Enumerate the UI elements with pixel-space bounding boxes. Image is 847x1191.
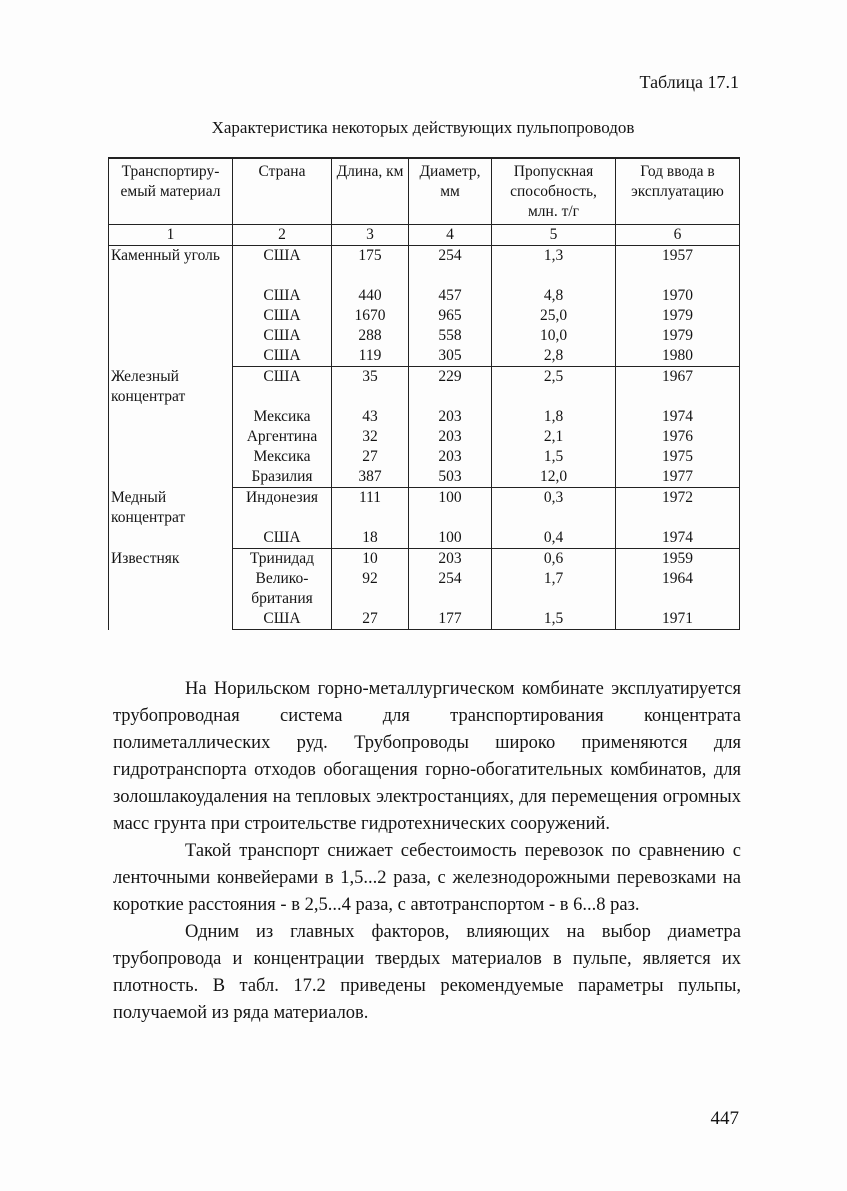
country-cell: Тринидад bbox=[233, 549, 332, 570]
capacity-cell: 12,0 bbox=[492, 467, 616, 488]
header-length: Длина, км bbox=[332, 158, 409, 225]
diameter-cell: 100 bbox=[409, 528, 492, 549]
length-cell: 440 bbox=[332, 286, 409, 306]
material-cell: Железный концентрат bbox=[109, 367, 233, 488]
year-cell: 1959 bbox=[616, 549, 740, 570]
year-cell: 1957 bbox=[616, 246, 740, 287]
capacity-cell: 1,5 bbox=[492, 609, 616, 630]
capacity-cell: 1,5 bbox=[492, 447, 616, 467]
length-cell: 387 bbox=[332, 467, 409, 488]
country-cell: США bbox=[233, 306, 332, 326]
year-cell: 1970 bbox=[616, 286, 740, 306]
column-number: 5 bbox=[492, 225, 616, 246]
diameter-cell: 100 bbox=[409, 488, 492, 529]
capacity-cell: 10,0 bbox=[492, 326, 616, 346]
length-cell: 35 bbox=[332, 367, 409, 408]
header-diameter: Диаметр, мм bbox=[409, 158, 492, 225]
length-cell: 288 bbox=[332, 326, 409, 346]
capacity-cell: 1,7 bbox=[492, 569, 616, 609]
paragraph: Такой транспорт снижает себестоимость перевозок по сравнению с ленточными конвейерами в 1,5...2 раза, с железнодорожными перевозками на короткие расстояния - в 2,5...4 раза, с автотранспортом - в 6...8 раз. bbox=[113, 841, 741, 915]
length-cell: 1670 bbox=[332, 306, 409, 326]
year-cell: 1967 bbox=[616, 367, 740, 408]
header-year: Год ввода в эксплуатацию bbox=[616, 158, 740, 225]
country-cell: Бразилия bbox=[233, 467, 332, 488]
capacity-cell: 25,0 bbox=[492, 306, 616, 326]
diameter-cell: 457 bbox=[409, 286, 492, 306]
capacity-cell: 1,8 bbox=[492, 407, 616, 427]
paragraph: Одним из главных факторов, влияющих на выбор диаметра трубопровода и концентрации твердых материалов в пульпе, является их плотность. В табл. 17.2 приведены рекомендуемые параметры пульпы, получаемой из ряда материалов. bbox=[113, 922, 741, 1023]
country-cell: Мексика bbox=[233, 407, 332, 427]
table-row bbox=[109, 246, 740, 287]
year-cell: 1971 bbox=[616, 609, 740, 630]
country-cell: США bbox=[233, 346, 332, 367]
year-cell: 1977 bbox=[616, 467, 740, 488]
diameter-cell: 254 bbox=[409, 246, 492, 287]
column-number: 2 bbox=[233, 225, 332, 246]
pipeline-table bbox=[108, 157, 740, 630]
column-number: 6 bbox=[616, 225, 740, 246]
capacity-cell: 2,5 bbox=[492, 367, 616, 408]
paragraph: На Норильском горно-металлургическом комбинате эксплуатируется трубопроводная система для транспортирования концентрата полиметаллических руд. Трубопроводы широко применяются для гидротранспорта отходов обогащения горно-обогатительных комбинатов, для золошлакоудаления на тепловых электростанциях, для перемещения огромных масс грунта при строительстве гидротехнических сооружений. bbox=[113, 679, 741, 834]
country-cell: США bbox=[233, 326, 332, 346]
table-caption: Характеристика некоторых действующих пульпопроводов bbox=[211, 118, 635, 137]
length-cell: 32 bbox=[332, 427, 409, 447]
capacity-cell: 1,3 bbox=[492, 246, 616, 287]
country-cell: США bbox=[233, 609, 332, 630]
diameter-cell: 203 bbox=[409, 549, 492, 570]
country-cell: США bbox=[233, 367, 332, 408]
country-cell: Мексика bbox=[233, 447, 332, 467]
year-cell: 1964 bbox=[616, 569, 740, 609]
diameter-cell: 177 bbox=[409, 609, 492, 630]
length-cell: 27 bbox=[332, 609, 409, 630]
length-cell: 10 bbox=[332, 549, 409, 570]
page-number: 447 bbox=[710, 1108, 739, 1129]
table-row bbox=[109, 488, 740, 529]
year-cell: 1980 bbox=[616, 346, 740, 367]
column-number: 1 bbox=[109, 225, 233, 246]
length-cell: 43 bbox=[332, 407, 409, 427]
diameter-cell: 203 bbox=[409, 447, 492, 467]
table-label: Таблица 17.1 bbox=[639, 72, 739, 92]
length-cell: 111 bbox=[332, 488, 409, 529]
diameter-cell: 254 bbox=[409, 569, 492, 609]
capacity-cell: 0,6 bbox=[492, 549, 616, 570]
year-cell: 1974 bbox=[616, 528, 740, 549]
country-cell: Велико-британия bbox=[233, 569, 332, 609]
column-number: 4 bbox=[409, 225, 492, 246]
capacity-cell: 2,8 bbox=[492, 346, 616, 367]
capacity-cell: 0,4 bbox=[492, 528, 616, 549]
country-cell: США bbox=[233, 246, 332, 287]
material-cell: Медный концентрат bbox=[109, 488, 233, 549]
length-cell: 27 bbox=[332, 447, 409, 467]
body-text bbox=[113, 676, 741, 1027]
diameter-cell: 558 bbox=[409, 326, 492, 346]
country-cell: США bbox=[233, 528, 332, 549]
header-capacity: Пропускная способность, млн. т/г bbox=[492, 158, 616, 225]
diameter-cell: 965 bbox=[409, 306, 492, 326]
table-row bbox=[109, 367, 740, 408]
year-cell: 1972 bbox=[616, 488, 740, 529]
column-number: 3 bbox=[332, 225, 409, 246]
material-cell: Каменный уголь bbox=[109, 246, 233, 367]
country-cell: Индонезия bbox=[233, 488, 332, 529]
year-cell: 1974 bbox=[616, 407, 740, 427]
diameter-cell: 503 bbox=[409, 467, 492, 488]
country-cell: Аргентина bbox=[233, 427, 332, 447]
capacity-cell: 4,8 bbox=[492, 286, 616, 306]
diameter-cell: 203 bbox=[409, 407, 492, 427]
capacity-cell: 0,3 bbox=[492, 488, 616, 529]
header-material: Транспортиру-емый материал bbox=[109, 158, 233, 225]
length-cell: 92 bbox=[332, 569, 409, 609]
length-cell: 119 bbox=[332, 346, 409, 367]
diameter-cell: 229 bbox=[409, 367, 492, 408]
material-cell: Известняк bbox=[109, 549, 233, 630]
diameter-cell: 305 bbox=[409, 346, 492, 367]
capacity-cell: 2,1 bbox=[492, 427, 616, 447]
year-cell: 1976 bbox=[616, 427, 740, 447]
year-cell: 1979 bbox=[616, 326, 740, 346]
country-cell: США bbox=[233, 286, 332, 306]
length-cell: 175 bbox=[332, 246, 409, 287]
year-cell: 1975 bbox=[616, 447, 740, 467]
diameter-cell: 203 bbox=[409, 427, 492, 447]
year-cell: 1979 bbox=[616, 306, 740, 326]
length-cell: 18 bbox=[332, 528, 409, 549]
table-row bbox=[109, 549, 740, 570]
header-country: Страна bbox=[233, 158, 332, 225]
